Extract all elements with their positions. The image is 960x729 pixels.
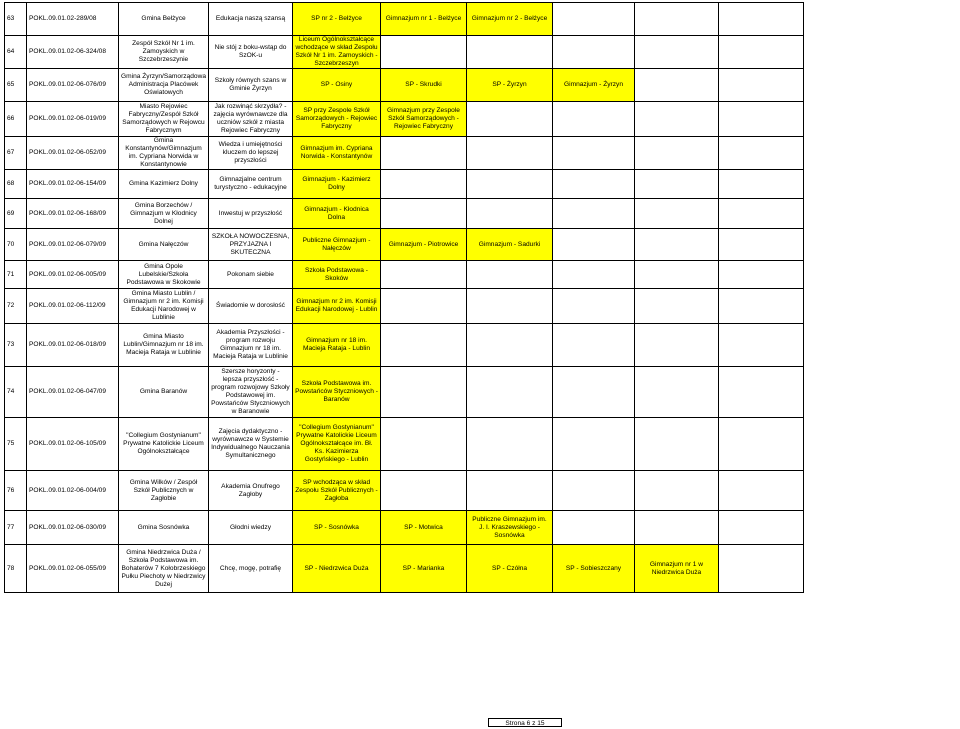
row-number-cell: 72	[5, 289, 27, 324]
school-cell	[635, 69, 719, 102]
school-cell	[553, 289, 635, 324]
school-cell	[553, 36, 635, 69]
empty-cell	[719, 471, 804, 511]
project-title-cell: Szkoły równych szans w Gminie Żyrzyn	[209, 69, 293, 102]
empty-cell	[719, 289, 804, 324]
school-cell: Gimnazjum - Piotrowice	[381, 229, 467, 261]
school-cell	[553, 137, 635, 170]
school-cell	[635, 3, 719, 36]
school-cell	[635, 170, 719, 199]
school-cell: SP - Osiny	[293, 69, 381, 102]
project-title-cell: Akademia Onufrego Zagłoby	[209, 471, 293, 511]
school-cell	[381, 324, 467, 367]
beneficiary-cell: Gmina Sosnówka	[119, 511, 209, 545]
school-cell	[553, 229, 635, 261]
school-cell	[381, 36, 467, 69]
school-cell: Gimnazjum - Kłodnica Dolna	[293, 199, 381, 229]
school-cell	[553, 511, 635, 545]
row-number-cell: 74	[5, 367, 27, 418]
project-title-cell: Świadomie w dorosłość	[209, 289, 293, 324]
school-cell	[381, 170, 467, 199]
school-cell	[381, 289, 467, 324]
school-cell: Publiczne Gimnazjum - Nałęczów	[293, 229, 381, 261]
empty-cell	[719, 261, 804, 289]
school-cell: SP przy Zespole Szkół Samorządowych - Rejowiec Fabryczny	[293, 102, 381, 137]
project-title-cell: Gimnazjalne centrum turystyczno - edukacyjne	[209, 170, 293, 199]
row-number-cell: 76	[5, 471, 27, 511]
beneficiary-cell: Zespół Szkół Nr 1 im. Zamoyskich w Szczebrzeszynie	[119, 36, 209, 69]
school-cell	[381, 367, 467, 418]
school-cell	[467, 324, 553, 367]
empty-cell	[719, 229, 804, 261]
school-cell	[381, 471, 467, 511]
school-cell	[467, 261, 553, 289]
row-number-cell: 77	[5, 511, 27, 545]
project-number-cell: POKL.09.01.02-06-168/09	[27, 199, 119, 229]
empty-cell	[719, 545, 804, 593]
empty-cell	[719, 199, 804, 229]
row-number-cell: 68	[5, 170, 27, 199]
project-number-cell: POKL.09.01.02-06-005/09	[27, 261, 119, 289]
school-cell	[467, 367, 553, 418]
beneficiary-cell: Miasto Rejowiec Fabryczny/Zespół Szkół Samorządowych w Rejowcu Fabrycznym	[119, 102, 209, 137]
project-title-cell: Głodni wiedzy	[209, 511, 293, 545]
project-number-cell: POKL.09.01.02-06-105/09	[27, 418, 119, 471]
school-cell: Gimnazjum im. Cypriana Norwida - Konstantynów	[293, 137, 381, 170]
project-title-cell: Nie stój z boku-wstąp do SzOK-u	[209, 36, 293, 69]
school-cell	[635, 36, 719, 69]
project-title-cell: Pokonam siebie	[209, 261, 293, 289]
school-cell	[381, 199, 467, 229]
beneficiary-cell: Gmina Niedrzwica Duża / Szkoła Podstawowa im. Bohaterów 7 Kołobrzeskiego Pułku Piechoty w Niedrzwicy Dużej	[119, 545, 209, 593]
project-number-cell: POKL.09.01.02-289/08	[27, 3, 119, 36]
table-row	[5, 471, 958, 511]
beneficiary-cell: "Collegium Gostynianum" Prywatne Katolickie Liceum Ogólnokształcące	[119, 418, 209, 471]
project-title-cell: Szersze horyzonty - lepsza przyszłość - program rozwojowy Szkoły Podstawowej im. Powstańców Styczniowych w Baranowie	[209, 367, 293, 418]
project-title-cell: Jak rozwinąć skrzydła? - zajęcia wyrównawcze dla uczniów szkół z miasta Rejowiec Fabryczny	[209, 102, 293, 137]
row-number-cell: 69	[5, 199, 27, 229]
row-number-cell: 75	[5, 418, 27, 471]
school-cell: Gimnazjum - Kazimierz Dolny	[293, 170, 381, 199]
school-cell	[635, 471, 719, 511]
school-cell: Publiczne Gimnazjum im. J. I. Kraszewskiego - Sosnówka	[467, 511, 553, 545]
page-number: Strona 6 z 15	[488, 718, 562, 727]
project-title-cell: Edukacja naszą szansą	[209, 3, 293, 36]
school-cell	[467, 289, 553, 324]
school-cell: Gimnazjum - Sadurki	[467, 229, 553, 261]
school-cell: Gimnazjum przy Zespole Szkół Samorządowych - Rejowiec Fabryczny	[381, 102, 467, 137]
school-cell: SP - Sobieszczany	[553, 545, 635, 593]
beneficiary-cell: Gmina Żyrzyn/Samorządowa Administracja Placówek Oświatowych	[119, 69, 209, 102]
project-title-cell: Zajęcia dydaktyczno - wyrównawcze w Systemie Indywidualnego Nauczania Symultanicznego	[209, 418, 293, 471]
row-number-cell: 65	[5, 69, 27, 102]
project-number-cell: POKL.09.01.02-06-112/09	[27, 289, 119, 324]
school-cell	[553, 199, 635, 229]
beneficiary-cell: Gmina Borzechów / Gimnazjum w Kłodnicy Dolnej	[119, 199, 209, 229]
school-cell: SP wchodząca w skład Zespołu Szkół Publicznych - Zagłoba	[293, 471, 381, 511]
school-cell	[635, 324, 719, 367]
table-row	[5, 170, 958, 199]
school-cell: Szkoła Podstawowa - Skoków	[293, 261, 381, 289]
school-cell	[467, 137, 553, 170]
table-row	[5, 545, 958, 593]
project-title-cell: Chcę, mogę, potrafię	[209, 545, 293, 593]
school-cell: Gimnazjum - Żyrzyn	[553, 69, 635, 102]
row-number-cell: 70	[5, 229, 27, 261]
empty-cell	[719, 69, 804, 102]
school-cell: SP - Czółna	[467, 545, 553, 593]
beneficiary-cell: Gmina Nałęczów	[119, 229, 209, 261]
empty-cell	[719, 102, 804, 137]
empty-cell	[719, 418, 804, 471]
project-title-cell: Inwestuj w przyszłość	[209, 199, 293, 229]
beneficiary-cell: Gmina Bełżyce	[119, 3, 209, 36]
table-row	[5, 261, 958, 289]
school-cell	[467, 418, 553, 471]
table-row	[5, 511, 958, 545]
table-row	[5, 69, 958, 102]
table-row	[5, 324, 958, 367]
row-number-cell: 67	[5, 137, 27, 170]
empty-cell	[719, 324, 804, 367]
beneficiary-cell: Gmina Kazimierz Dolny	[119, 170, 209, 199]
beneficiary-cell: Gmina Miasto Lublin/Gimnazjum nr 18 im. Macieja Rataja w Lublinie	[119, 324, 209, 367]
table-row	[5, 102, 958, 137]
project-number-cell: POKL.09.01.02-06-004/09	[27, 471, 119, 511]
row-number-cell: 66	[5, 102, 27, 137]
school-cell: Szkoła Podstawowa im. Powstańców Styczniowych - Baranów	[293, 367, 381, 418]
school-cell	[553, 418, 635, 471]
beneficiary-cell: Gmina Wilków / Zespół Szkół Publicznych w Zagłobie	[119, 471, 209, 511]
school-cell	[467, 36, 553, 69]
school-cell	[467, 102, 553, 137]
empty-cell	[719, 367, 804, 418]
school-cell: SP - Motwica	[381, 511, 467, 545]
empty-cell	[719, 36, 804, 69]
school-cell: Gimnazjum nr 2 - Bełżyce	[467, 3, 553, 36]
beneficiary-cell: Gmina Baranów	[119, 367, 209, 418]
empty-cell	[719, 511, 804, 545]
school-cell: SP - Sosnówka	[293, 511, 381, 545]
school-cell	[635, 137, 719, 170]
school-cell: SP - Niedrzwica Duża	[293, 545, 381, 593]
school-cell	[635, 418, 719, 471]
school-cell	[381, 261, 467, 289]
table-row	[5, 199, 958, 229]
beneficiary-cell: Gmina Opole Lubelskie/Szkoła Podstawowa w Skokowie	[119, 261, 209, 289]
table-row	[5, 3, 958, 36]
project-number-cell: POKL.09.01.02-06-055/09	[27, 545, 119, 593]
empty-cell	[719, 137, 804, 170]
school-cell	[467, 170, 553, 199]
row-number-cell: 78	[5, 545, 27, 593]
school-cell	[553, 170, 635, 199]
school-cell: Gimnazjum nr 2 im. Komisji Edukacji Narodowej - Lublin	[293, 289, 381, 324]
row-number-cell: 63	[5, 3, 27, 36]
school-cell	[553, 261, 635, 289]
school-cell: Liceum Ogólnokształcące wchodzące w skład Zespołu Szkół Nr 1 im. Zamoyskich - Szczebrzeszyn	[293, 36, 381, 69]
school-cell: Gimnazjum nr 1 w Niedrzwica Duża	[635, 545, 719, 593]
school-cell	[635, 289, 719, 324]
school-cell: SP - Skrudki	[381, 69, 467, 102]
project-number-cell: POKL.09.01.02-06-154/09	[27, 170, 119, 199]
project-number-cell: POKL.09.01.02-06-076/09	[27, 69, 119, 102]
project-number-cell: POKL.09.01.02-06-019/09	[27, 102, 119, 137]
school-cell: Gimnazjum nr 1 - Bełżyce	[381, 3, 467, 36]
school-cell	[553, 102, 635, 137]
beneficiary-cell: Gmina Konstantynów/Gimnazjum im. Cypriana Norwida w Konstantynowie	[119, 137, 209, 170]
table-row	[5, 36, 958, 69]
project-number-cell: POKL.09.01.02-06-079/09	[27, 229, 119, 261]
school-cell	[553, 3, 635, 36]
school-cell	[553, 367, 635, 418]
school-cell	[635, 511, 719, 545]
table-row	[5, 137, 958, 170]
project-number-cell: POKL.09.01.02-06-052/09	[27, 137, 119, 170]
project-number-cell: POKL.09.01.02-06-018/09	[27, 324, 119, 367]
school-cell	[381, 418, 467, 471]
school-cell	[635, 199, 719, 229]
school-cell	[635, 367, 719, 418]
school-cell: SP - Żyrzyn	[467, 69, 553, 102]
table-row	[5, 367, 958, 418]
project-title-cell: SZKOŁA NOWOCZESNA, PRZYJAZNA I SKUTECZNA	[209, 229, 293, 261]
row-number-cell: 71	[5, 261, 27, 289]
project-number-cell: POKL.09.01.02-06-324/08	[27, 36, 119, 69]
schools-table	[4, 2, 958, 593]
school-cell	[635, 261, 719, 289]
school-cell	[635, 102, 719, 137]
project-title-cell: Akademia Przyszłości - program rozwoju Gimnazjum nr 18 im. Macieja Rataja w Lublinie	[209, 324, 293, 367]
project-number-cell: POKL.09.01.02-06-030/09	[27, 511, 119, 545]
school-cell	[467, 199, 553, 229]
school-cell	[635, 229, 719, 261]
school-cell: SP nr 2 - Bełżyce	[293, 3, 381, 36]
empty-cell	[719, 170, 804, 199]
table-row	[5, 289, 958, 324]
row-number-cell: 73	[5, 324, 27, 367]
empty-cell	[719, 3, 804, 36]
school-cell	[381, 137, 467, 170]
beneficiary-cell: Gmina Miasto Lublin / Gimnazjum nr 2 im. Komisji Edukacji Narodowej w Lublinie	[119, 289, 209, 324]
table-row	[5, 418, 958, 471]
school-cell	[553, 324, 635, 367]
school-cell	[467, 471, 553, 511]
project-title-cell: Wiedza i umiejętności kluczem do lepszej przyszłości	[209, 137, 293, 170]
project-number-cell: POKL.09.01.02-06-047/09	[27, 367, 119, 418]
school-cell: "Collegium Gostynianum" Prywatne Katolickie Liceum Ogólnokształcące im. Bł. Ks. Kazimierza Gostyńskiego - Lublin	[293, 418, 381, 471]
school-cell: SP - Marianka	[381, 545, 467, 593]
school-cell: Gimnazjum nr 18 im. Macieja Rataja - Lublin	[293, 324, 381, 367]
school-cell	[553, 471, 635, 511]
row-number-cell: 64	[5, 36, 27, 69]
table-row	[5, 229, 958, 261]
